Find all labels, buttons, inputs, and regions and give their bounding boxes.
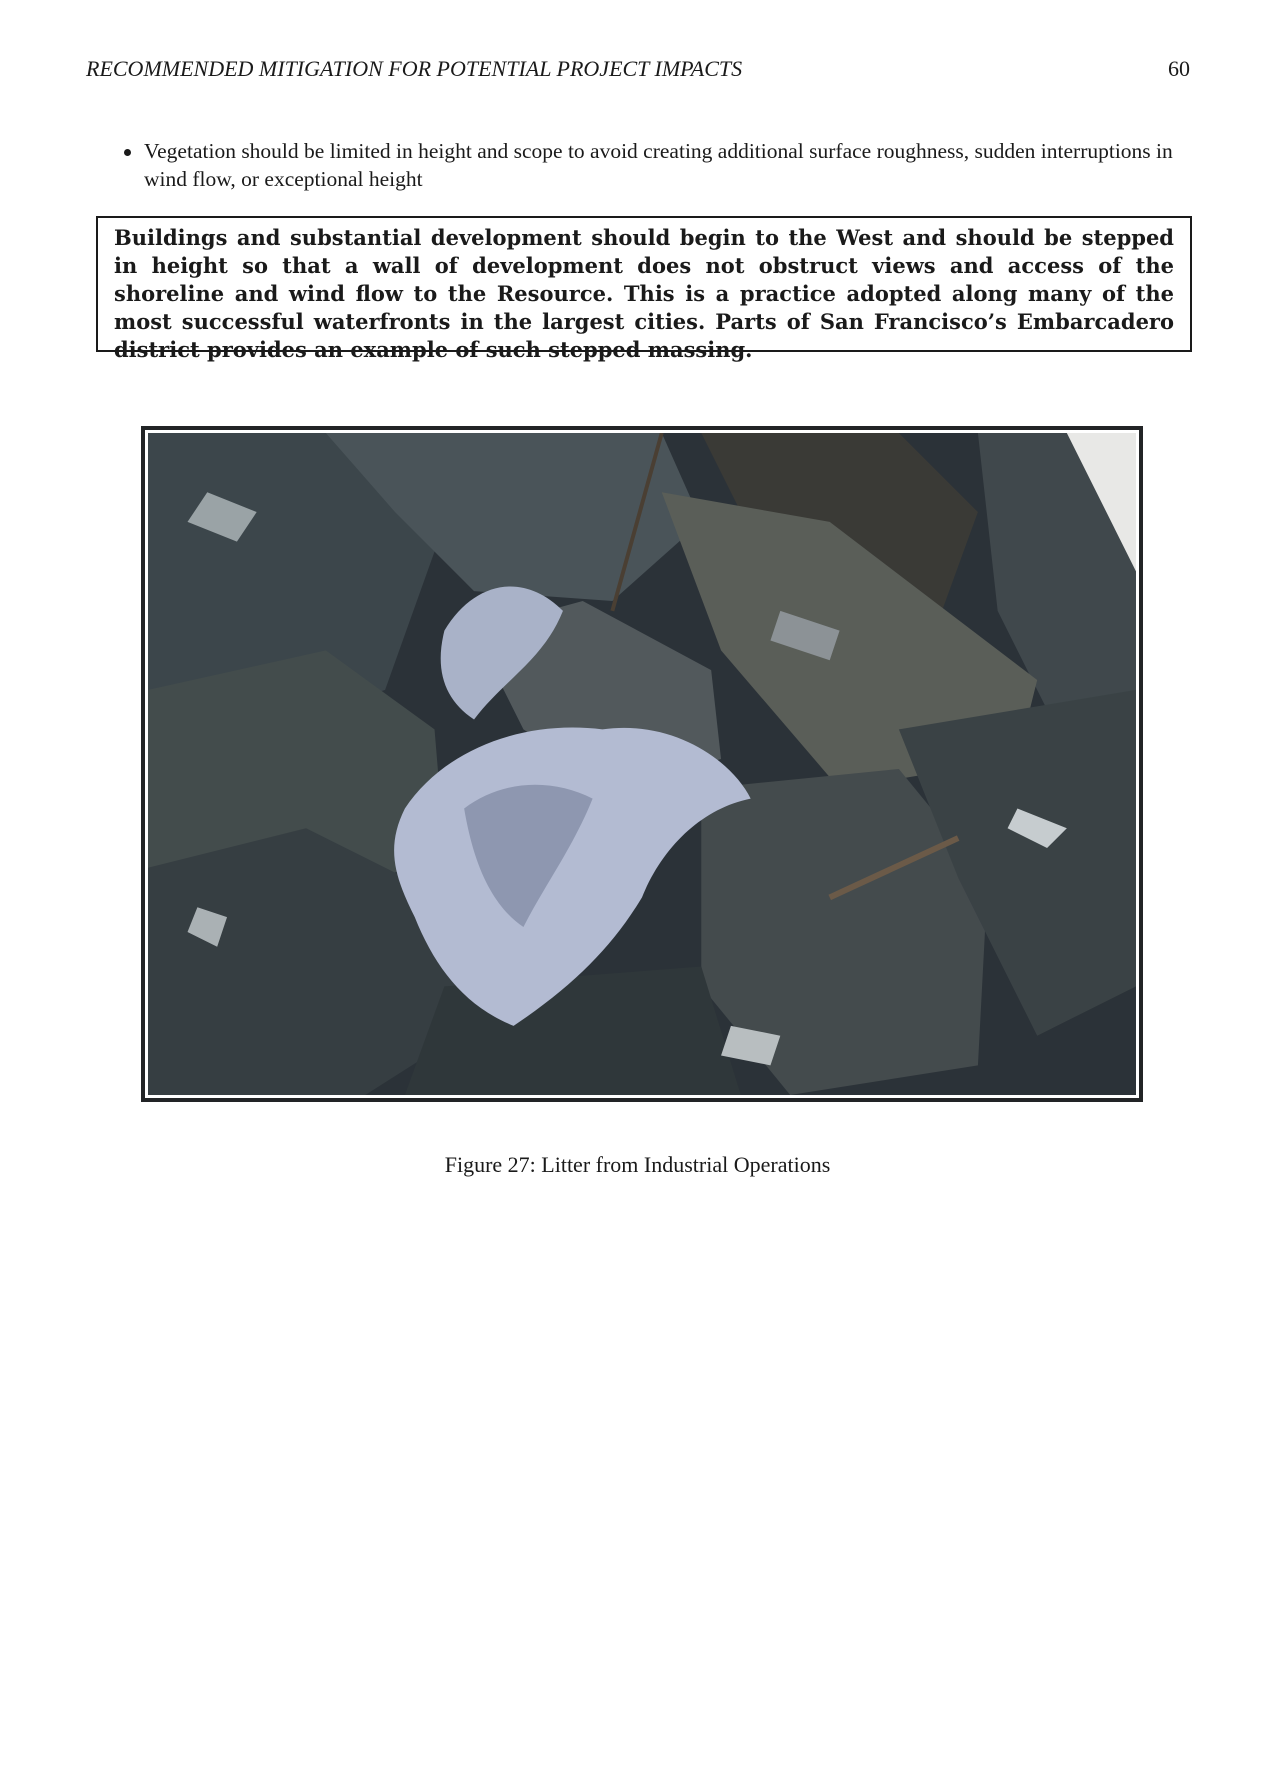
boxed-recommendation: Buildings and substantial development should begin to the West and should be stepped in height so that a wall of development does not obstruct views and access of the shoreline and wind flow to the Resource. This is a practice adopted along many of the most successful waterfronts in the largest cities. Parts of San Francisco’s Embarcadero district provides an example of such stepped massing. <box>96 216 1192 352</box>
bullet-list <box>118 137 1193 193</box>
header-title: RECOMMENDED MITIGATION FOR POTENTIAL PROJECT IMPACTS <box>86 56 743 81</box>
rocks-litter-photo <box>148 433 1136 1095</box>
list-item <box>118 137 1193 193</box>
bullet-icon <box>124 149 131 156</box>
figure-caption: Figure 27: Litter from Industrial Operations <box>444 1152 831 1177</box>
page-number: 60 <box>1168 56 1190 81</box>
bullet-text: Vegetation should be limited in height and scope to avoid creating additional surface roughness, sudden interruptions in wind flow, or exceptional height <box>144 139 1173 191</box>
running-header <box>86 56 1190 82</box>
figure-photo <box>141 426 1143 1102</box>
